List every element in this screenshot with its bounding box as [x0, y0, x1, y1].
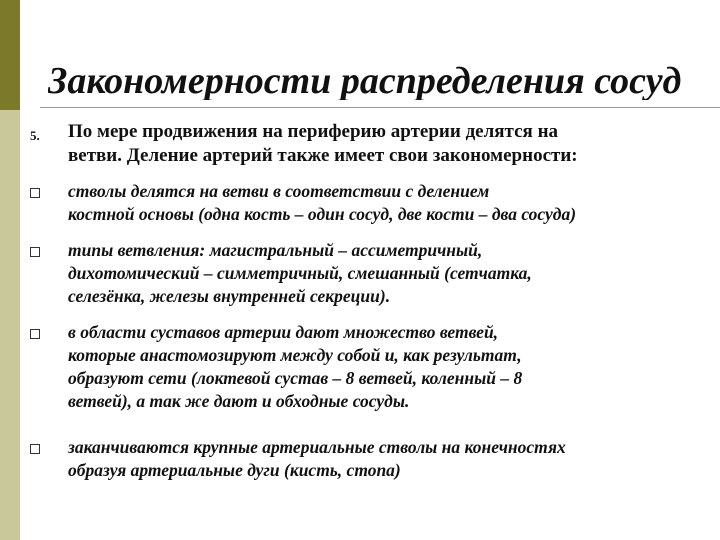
- item-text: стволы делятся на ветви в соответствии с делением костной основы (одна кость – один сосуд, две кости – два сосуда): [68, 181, 577, 224]
- slide-title: Закономерности распределения сосуд: [48, 62, 682, 100]
- item-text: в области суставов артерии дают множество ветвей, которые анастомозируют между собой и, как результат, образуют сети (локтевой сустав – 8 ветвей, коленный – 8 ветвей), а так же дают и обходные сосуды.: [68, 322, 523, 411]
- square-bullet-icon: [30, 329, 40, 339]
- square-bullet-icon: [30, 247, 40, 257]
- item-number: 5.: [30, 128, 40, 143]
- square-bullet-icon: [30, 188, 40, 198]
- item-text: типы ветвления: магистральный – ассиметричный, дихотомический – симметричный, смешанный (сетчатка, селезёнка, железы внутренней секреции).: [68, 240, 532, 306]
- item-text: По мере продвижения на периферию артерии делятся на ветви. Деление артерий также имеет свои закономерности:: [68, 121, 578, 166]
- item-text: заканчиваются крупные артериальные стволы на конечностях образуя артериальные дуги (кисть, стопа): [68, 437, 566, 480]
- title-divider: [40, 107, 720, 108]
- accent-band-top: [0, 0, 20, 110]
- square-bullet-icon: [30, 444, 40, 454]
- accent-band-bottom: [0, 110, 20, 540]
